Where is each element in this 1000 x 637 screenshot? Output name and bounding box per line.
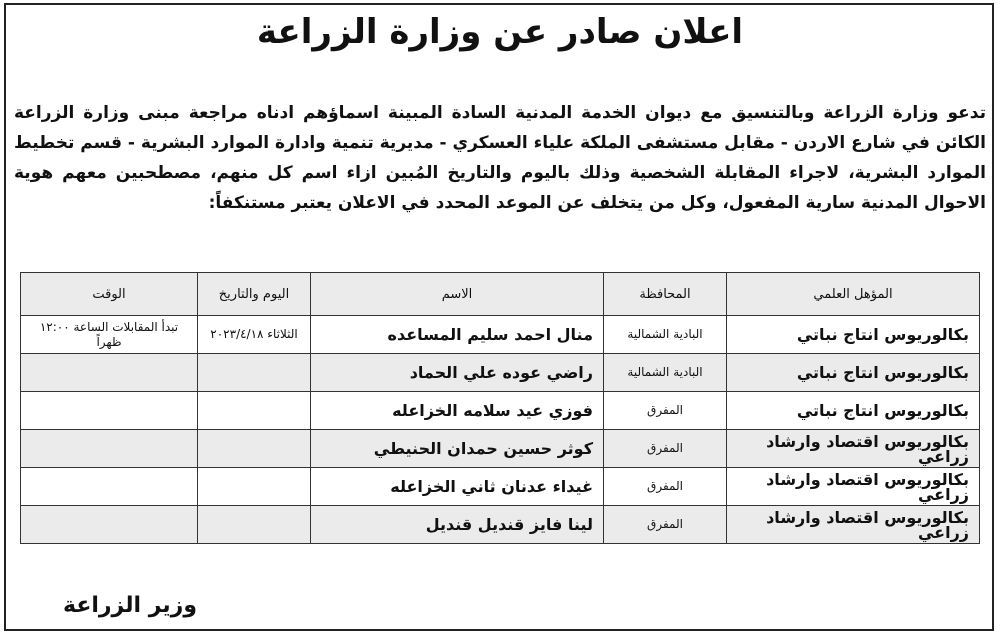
cell-governorate: البادية الشمالية bbox=[604, 354, 727, 392]
cell-time bbox=[21, 468, 198, 506]
cell-name: كوثر حسين حمدان الحنيطي bbox=[311, 430, 604, 468]
cell-qualification: بكالوريوس اقتصاد وارشاد زراعي bbox=[727, 468, 980, 506]
cell-time bbox=[21, 506, 198, 544]
table-row bbox=[21, 392, 980, 430]
table-row bbox=[21, 506, 980, 544]
cell-name: فوزي عيد سلامه الخزاعله bbox=[311, 392, 604, 430]
header-qualification: المؤهل العلمي bbox=[727, 273, 980, 316]
table-header-row bbox=[21, 273, 980, 316]
cell-name: لينا فايز قنديل قنديل bbox=[311, 506, 604, 544]
cell-name: راضي عوده علي الحماد bbox=[311, 354, 604, 392]
table-row bbox=[21, 316, 980, 354]
cell-day-date bbox=[198, 506, 311, 544]
cell-qualification: بكالوريوس اقتصاد وارشاد زراعي bbox=[727, 506, 980, 544]
cell-day-date bbox=[198, 392, 311, 430]
cell-qualification: بكالوريوس انتاج نباتي bbox=[727, 392, 980, 430]
cell-governorate: المفرق bbox=[604, 430, 727, 468]
cell-time bbox=[21, 354, 198, 392]
cell-day-date bbox=[198, 354, 311, 392]
cell-governorate: المفرق bbox=[604, 468, 727, 506]
cell-governorate: البادية الشمالية bbox=[604, 316, 727, 354]
announcement-title: اعلان صادر عن وزارة الزراعة bbox=[256, 12, 744, 52]
header-name: الاسم bbox=[311, 273, 604, 316]
cell-governorate: المفرق bbox=[604, 506, 727, 544]
cell-time bbox=[21, 430, 198, 468]
cell-day-date bbox=[198, 468, 311, 506]
cell-qualification: بكالوريوس انتاج نباتي bbox=[727, 316, 980, 354]
table-row bbox=[21, 430, 980, 468]
cell-governorate: المفرق bbox=[604, 392, 727, 430]
table-row bbox=[21, 468, 980, 506]
cell-name: منال احمد سليم المساعده bbox=[311, 316, 604, 354]
minister-signature: وزير الزراعة bbox=[62, 593, 197, 618]
cell-time: تبدأ المقابلات الساعة ١٢:٠٠ ظهراً bbox=[21, 316, 198, 354]
cell-day-date bbox=[198, 430, 311, 468]
cell-name: غيداء عدنان ثاني الخزاعله bbox=[311, 468, 604, 506]
announcement-body: تدعو وزارة الزراعة وبالتنسيق مع ديوان الخدمة المدنية السادة المبينة اسماؤهم ادناه مراجعة مبنى وزارة الزراعة الكائن في شارع الاردن - مقابل مستشفى الملكة علياء العسكري - مديرية تنمية وادارة الموارد البشرية - قسم تخطيط الموارد البشرية، لاجراء المقابلة الشخصية وذلك باليوم والتاريخ المُبين ازاء اسم كل منهم، مصطحبين معهم هوية الاحوال المدنية سارية المفعول، وكل من يتخلف عن الموعد المحدد في الاعلان يعتبر مستنكفاً: bbox=[13, 103, 986, 213]
cell-qualification: بكالوريوس انتاج نباتي bbox=[727, 354, 980, 392]
cell-day-date: الثلاثاء ٢٠٢٣/٤/١٨ bbox=[198, 316, 311, 354]
cell-qualification: بكالوريوس اقتصاد وارشاد زراعي bbox=[727, 430, 980, 468]
cell-time bbox=[21, 392, 198, 430]
header-day-date: اليوم والتاريخ bbox=[198, 273, 311, 316]
header-time: الوقت bbox=[21, 273, 198, 316]
candidates-table bbox=[20, 272, 980, 544]
table-row bbox=[21, 354, 980, 392]
header-governorate: المحافظة bbox=[604, 273, 727, 316]
